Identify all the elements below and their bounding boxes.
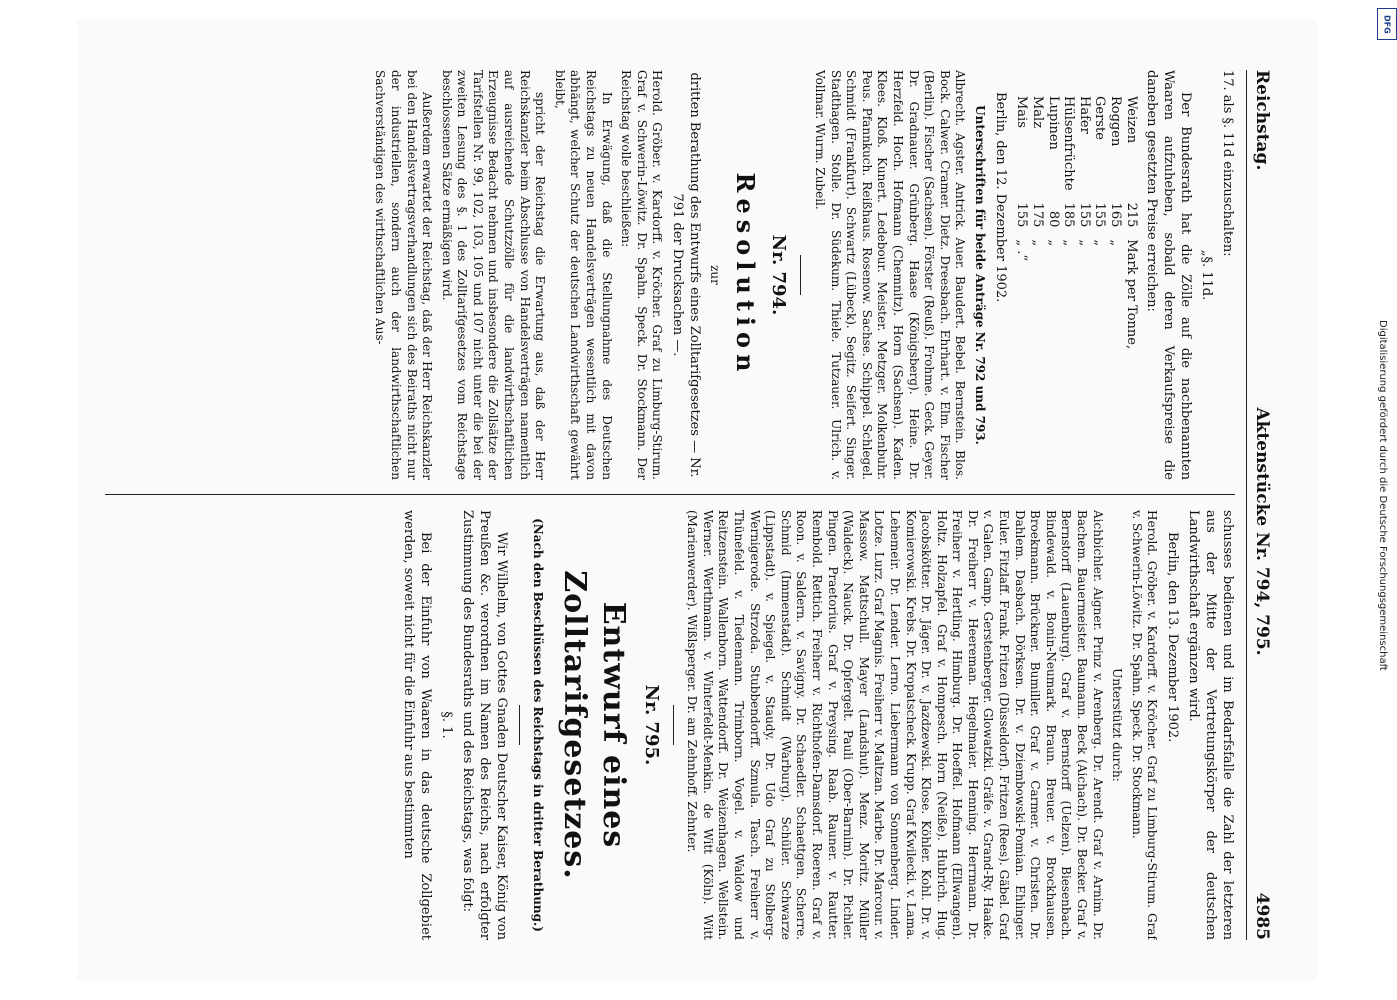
- price-unit: Mark per Tonne,: [1123, 239, 1139, 350]
- price-row: [1045, 90, 1061, 355]
- price-unit: „: [1029, 239, 1045, 247]
- section-1-heading: §. 1.: [438, 711, 454, 739]
- left-column: [105, 70, 1235, 480]
- intro-line: 17. als §. 11d einzuschalten:: [1220, 70, 1235, 257]
- price-row: [1014, 90, 1030, 355]
- column-divider: [105, 494, 1235, 495]
- price-item: Lupinen: [1045, 96, 1061, 150]
- funding-note-text: Digitalisierung gefördert durch die Deutsche Forschungsgemeinschaft: [1377, 320, 1388, 671]
- price-row: [1092, 90, 1108, 355]
- entwurf-subtitle: (Nach den Beschlüssen des Reichstags in dritter Berathung.): [531, 518, 546, 932]
- entwurf-title: Entwurf eines Zolltarifgesetzes.: [557, 570, 632, 880]
- resolution-title: Resolution: [730, 172, 760, 378]
- signers-2: Herold. Gröber. v. Kardorff. v. Kröcher. Graf zu Limburg-Stirum. Graf v. Schwerin-Löwitz. Dr. Spahn. Speck. Dr. Stockmann.: [1129, 510, 1160, 940]
- resolution-text-3: Außerdem erwartet der Reichstag, daß der Herr Reichskanzler bei den Handelsvertragsverhandlungen sich des Beiraths nicht nur der industriellen, sondern auch der landwirthschaftlichen Sachverständigen des wirthschaftlichen Aus-: [373, 70, 435, 480]
- preamble: Wir Wilhelm, von Gottes Gnaden Deutscher Kaiser, König von Preußen &c. verordnen im Namen des Reichs, nach erfolgter Zustimmung des Bundesraths und des Reichstags, was folgt:: [459, 510, 509, 940]
- price-unit: „: [1107, 239, 1123, 247]
- price-row: [1107, 90, 1123, 355]
- price-value: 155: [1014, 202, 1030, 228]
- price-item: Weizen: [1123, 96, 1139, 144]
- continuation-text: schusses bedienen und im Bedarfsfalle die Zahl der letzteren aus der Mitte der Vertretungskörper der deutschen Landwirthschaft ergänzen wird.: [1186, 510, 1235, 940]
- signatures-list: Albrecht. Agster. Antrick. Auer. Baudert. Bebel. Bernstein. Blos. Bock. Calwer. Cramer. Dietz. Dreesbach. Ehrhart. v. Elm. Fischer (Berlin). Fischer (Sachsen). Förster (Reuß). Frohme. Geck. Geyer. Dr. Gradnauer. Grünberg. Haase (Königsberg). Heine. Dr. Herzfeld. Hoch. Hofmann (Chemnitz). Horn (Sachsen). Kaden. Klees. Kloß. Kunert. Ledebour. Meister. Metzger. Molkenbuhr. Peus. Pfannkuch. Reißhaus. Rosenow. Sachse. Schippel. Schlegel. Schmidt (Frankfurt). Schwartz (Lübeck). Segitz. Seifert. Singer. Stadthagen. Stolle. Dr. Südekum. Thiele. Tutzauer. Ulrich. v. Vollmar. Wurm. Zubeil.: [812, 70, 968, 480]
- resolution-text-2: spricht der Reichstag die Erwartung aus, daß der Herr Reichskanzler beim Abschlusse von Handelsverträgen namentlich auf ausreichende Schutzzölle für die landwirthschaftlichen Erzeugnisse Bedacht nehmen und insbesondere die Zollsätze der Tarifstellen Nr. 99, 102, 103, 105 und 107 nicht unter die bei der zweiten Lesung des §. 1 des Zolltarifgesetzes vom Reichstage beschlossenen Sätze ermäßigen wird.: [439, 70, 548, 480]
- date-line-2: Berlin, den 13. Dezember 1902.: [1165, 532, 1181, 743]
- supporters-list: Aichbichler. Aigner. Prinz v. Arenberg. Dr. Arendt. Graf v. Arnim. Dr. Bachem. Bauermeister. Baumann. Beck (Aichach). Dr. Becker. Graf v. Bernstorff (Lauenburg). Graf v. Bernstorff (Uelzen). Biesenbach. Bindewald. v. Bonin-Neumark. Braun. Breuer. v. Brockhausen. Broekmann. Brückner. Bumiller. Graf v. Carmer. v. Christen. Dr. Dahlem. Dasbach. Dörksen. Dr. v. Dziembowski-Pomian. Ehlinger. Euler. Fitzlaff. Frank. Fritzen (Düsseldorf). Fritzen (Rees). Gäbel. Graf v. Galen. Gamp. Gerstenberger. Glowatzki. Gräfe. v. Grand-Ry. Haake. Dr. Freiherr v. Heereman. Hegelmaier. Henning. Herrmann. Dr. Freiherr v. Hertling. Himburg. Dr. Hoeffel. Hofmann (Ellwangen). Holtz. Holzapfel. Graf v. Hompesch. Horn (Neiße). Hubrich. Hug. Jacobskötter. Dr. Jäger. Dr. v. Jazdzewski. Klose. Köhler. Kohl. Dr. v. Komierowski. Krebs. Dr. Kropatscheck. Krupp. Graf Kwilecki. v. Lama. Lehemeir. Dr. Lender. Lerno. Liebermann von Sonnenberg. Linder. Lotze. Lurz. Graf Magnis. Freiherr v. Maltzan. Marbe. Dr. Marcour. v. Massow. Mattschull. Mayer (Landshut). Menz. Moritz. Müller (Waldeck). Nauck. Dr. Opfergelt. Pauli (Ober-Barnim). Dr. Pichler. Pingen. Praetorius. Graf v. Preysing. Raab. Rauner. v. Rautter. Rembold. Rettich. Freiherr v. Richthofen-Damsdorf. Roeren. Graf v. Roon. v. Saldern. v. Savigny. Dr. Schaedler. Schaettgen. Scherre. Schmid (Immenstadt). Schmidt (Warburg). Schüler. Schwarze (Lippstadt). v. Spiegel. v. Staudy. Dr. Udo Graf zu Stolberg-Wernigerode. Strzoda. Stubbendorff. Szmula. Tasch. Freiherr v. Thünefeld. v. Tiedemann. Trimborn. Vogel. v. Waldow und Reitzenstein. Wallenborn. Wattendorff. Dr. Weizenhagen. Wellstein. Werner. Werthmann. v. Winterfeldt-Menkin. de Witt (Köln). Witt (Marienwerder). Wißlsperger. Dr. am Zehnhoff. Zehnter.: [685, 510, 1105, 940]
- price-value: 80: [1045, 210, 1061, 228]
- page-header: [1246, 70, 1277, 940]
- nr-795: Nr. 795.: [640, 684, 662, 766]
- price-row: [1076, 90, 1092, 355]
- price-item: Hülsenfrüchte: [1061, 96, 1077, 191]
- divider: [673, 705, 674, 745]
- paragraph-heading: „§. 11d.: [1199, 249, 1215, 301]
- date-line-1: Berlin, den 12. Dezember 1902.: [992, 92, 1008, 303]
- price-unit: „: [1045, 239, 1061, 247]
- price-value: 215: [1123, 202, 1139, 228]
- funding-note: [1377, 40, 1396, 960]
- right-column: [105, 510, 1235, 940]
- divider: [800, 255, 801, 295]
- price-item: Mais: [1014, 96, 1030, 128]
- header-left: Reichstag.: [1252, 70, 1273, 171]
- divider: [519, 705, 520, 745]
- price-value: 165: [1107, 202, 1123, 228]
- document-page: [77, 20, 1317, 980]
- price-table: [1014, 90, 1139, 355]
- supported-heading: Unterstützt durch:: [1110, 668, 1125, 782]
- price-row: [1029, 90, 1045, 355]
- price-item: Malz: [1029, 96, 1045, 129]
- resolution-zur: zur: [707, 265, 722, 285]
- resolution-subtitle: dritten Berathung des Entwurfs eines Zolltarifgesetzes — Nr. 791 der Drucksachen —.: [670, 72, 703, 478]
- price-value: 155: [1092, 202, 1108, 228]
- header-center: Aktenstücke Nr. 794, 795.: [1252, 407, 1273, 656]
- price-item: Hafer: [1076, 96, 1092, 134]
- page-number: 4985: [1252, 892, 1273, 940]
- price-row: [1123, 90, 1139, 355]
- price-unit: „ .“: [1014, 239, 1030, 262]
- price-value: 185: [1061, 202, 1077, 228]
- price-value: 175: [1029, 202, 1045, 228]
- nr-794: Nr. 794.: [768, 234, 790, 316]
- price-unit: „: [1076, 239, 1092, 247]
- price-item: Gerste: [1092, 96, 1108, 140]
- dfg-logo: DFG: [1377, 8, 1397, 40]
- price-unit: „: [1061, 239, 1077, 247]
- price-unit: „: [1092, 239, 1108, 247]
- paragraph-text: Der Bundesrath hat die Zölle auf die nachbenannten Waaren aufzuheben, sobald deren Verkaufspreise die daneben gesetzten Preise erreichen:: [1144, 70, 1194, 480]
- price-row: [1061, 90, 1077, 355]
- price-value: 155: [1076, 202, 1092, 228]
- price-item: Roggen: [1107, 96, 1123, 147]
- section-1-text: Bei der Einfuhr von Waaren in das deutsche Zollgebiet werden, soweit nicht für die Einfuhr aus bestimmten: [401, 510, 434, 940]
- signatures-heading: Unterschriften für beide Anträge Nr. 792 und 793.: [972, 105, 987, 445]
- resolution-text-1: In Erwägung, daß die Stellungnahme des Deutschen Reichstags zu neuen Handelsverträgen wesentlich mit davon abhängt, welcher Schutz der deutschen Landwirthschaft gewährt bleibt,: [552, 70, 614, 480]
- resolution-signers: Herold. Gröber. v. Kardorff. v. Kröcher. Graf zu Limburg-Stirum. Graf v. Schwerin-Löwitz. Dr. Spahn. Speck. Dr. Stockmann. Der Reichstag wolle beschließen:: [619, 70, 665, 480]
